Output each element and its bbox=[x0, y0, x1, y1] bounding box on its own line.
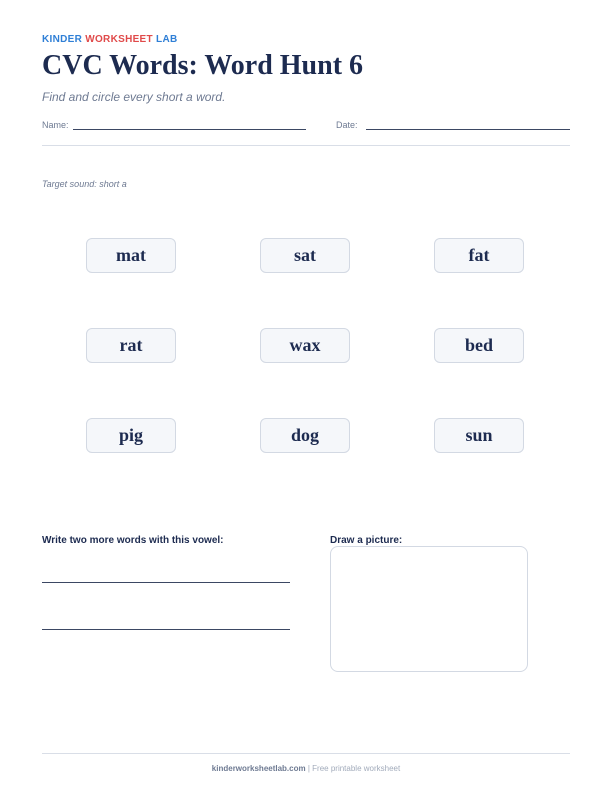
footer-separator: | bbox=[307, 764, 310, 773]
footer-divider bbox=[42, 753, 570, 754]
word-card[interactable]: fat bbox=[434, 238, 524, 273]
target-sound: Target sound: short a bbox=[42, 179, 127, 189]
word-card[interactable]: wax bbox=[260, 328, 350, 363]
name-line[interactable] bbox=[73, 129, 306, 130]
page-title: CVC Words: Word Hunt 6 bbox=[42, 50, 364, 81]
drawing-box[interactable] bbox=[330, 546, 528, 672]
word-card[interactable]: mat bbox=[86, 238, 176, 273]
footer-site: kinderworksheetlab.com bbox=[211, 764, 306, 773]
write-line-1[interactable] bbox=[42, 582, 290, 583]
write-line-2[interactable] bbox=[42, 629, 290, 630]
header-divider bbox=[42, 145, 570, 146]
write-prompt: Write two more words with this vowel: bbox=[42, 535, 224, 546]
draw-prompt: Draw a picture: bbox=[330, 535, 403, 546]
name-label: Name: bbox=[42, 120, 69, 130]
date-line[interactable] bbox=[366, 129, 570, 130]
brand-part-kinder: KINDER bbox=[42, 34, 83, 45]
date-label: Date: bbox=[336, 120, 358, 130]
brand-logo bbox=[42, 34, 177, 45]
footer-tagline: Free printable worksheet bbox=[312, 764, 401, 773]
word-card[interactable]: dog bbox=[260, 418, 350, 453]
word-card[interactable]: rat bbox=[86, 328, 176, 363]
word-card[interactable]: pig bbox=[86, 418, 176, 453]
brand-part-lab: LAB bbox=[156, 34, 178, 45]
brand-part-worksheet: WORKSHEET bbox=[85, 34, 153, 45]
page-subtitle: Find and circle every short a word. bbox=[42, 90, 226, 104]
word-card[interactable]: sun bbox=[434, 418, 524, 453]
word-card[interactable]: bed bbox=[434, 328, 524, 363]
footer bbox=[0, 764, 612, 773]
word-card[interactable]: sat bbox=[260, 238, 350, 273]
